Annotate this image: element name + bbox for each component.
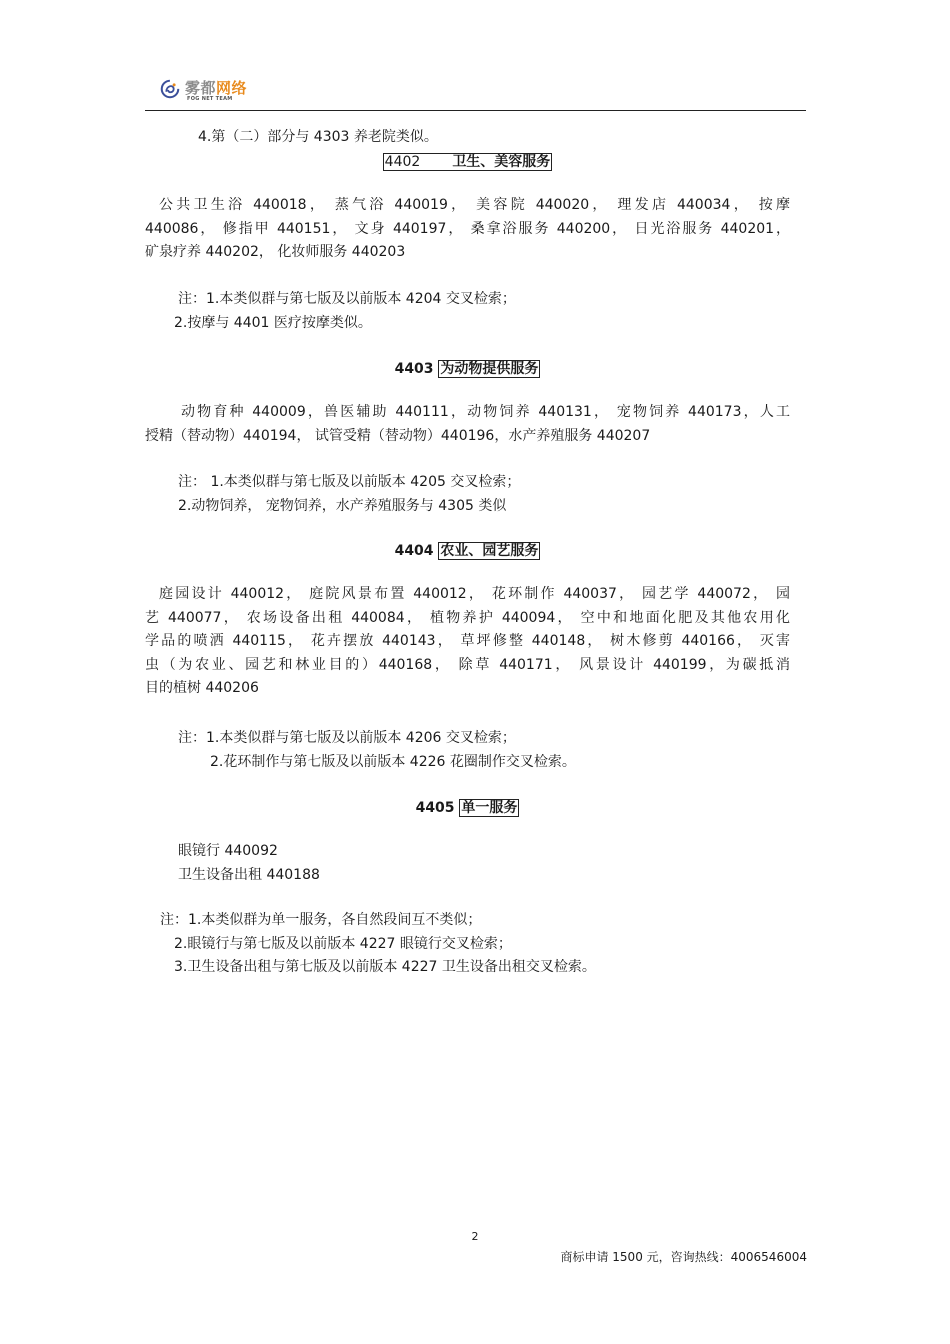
page-header — [145, 72, 806, 111]
page-number: 2 — [471, 1230, 479, 1243]
company-logo — [159, 76, 247, 102]
section-title-4402 — [145, 151, 790, 171]
section-items-4404: 庭园设计 440012， 庭院风景布置 440012， 花环制作 440037， 园艺学 440072， 园 艺 440077， 农场设备出租 440084， 植物养护 440094， 空中和地面化肥及其他农用化 学品的喷洒 440115， 花卉摆放 440143， 草坪修整 440148， 树木修剪 440166， 灭害 虫（为农业、园艺和林业目的）440168， 除草 440171， 风景设计 440199，为碳抵消 目的植树 440206 — [145, 586, 790, 696]
section-items-4402: 公共卫生浴 440018， 蒸气浴 440019， 美容院 440020， 理发店 440034， 按摩 440086， 修指甲 440151， 文身 440197， 桑拿浴服务 440200， 日光浴服务 440201， 矿泉疗养 440202， 化妆师服务 440203 — [145, 197, 790, 260]
logo-cn-text: 雾都网络 — [185, 78, 248, 97]
section-items-4405: 眼镜行 440092 卫生设备出租 440188 — [178, 843, 320, 883]
section-title-box: 单一服务 — [461, 800, 518, 816]
section-notes-4405: 注：1.本类似群为单一服务，各自然段间互不类似； 2.眼镜行与第七版及以前版本 4227 眼镜行交叉检索； 3.卫生设备出租与第七版及以前版本 4227 卫生设备出租交叉检索。 — [160, 912, 596, 975]
logo-wordmark — [185, 77, 248, 102]
section-title-box: 为动物提供服务 — [440, 361, 539, 377]
footer-contact: 商标申请 1500 元，咨询热线：4006546004 — [560, 1250, 807, 1264]
section-title-box: 农业、园艺服务 — [440, 543, 539, 559]
section-title-box: 4402 卫生、美容服务 — [384, 154, 551, 170]
section-title-4405: 4405 单一服务 — [415, 800, 518, 816]
section-notes-4403: 注： 1.本类似群与第七版及以前版本 4205 交叉检索； 2.动物饲养， 宠物饲养，水产养殖服务与 4305 类似 — [178, 474, 521, 514]
section-notes-4402: 注：1.本类似群与第七版及以前版本 4204 交叉检索； 2.按摩与 4401 医疗按摩类似。 — [174, 291, 516, 331]
section-items-4403: 动物育种 440009，兽医辅助 440111，动物饲养 440131， 宠物饲养 440173，人工 授精（替动物）440194， 试管受精（替动物）440196，水产养殖服务 440207 — [145, 404, 790, 444]
section-notes-4404: 注：1.本类似群与第七版及以前版本 4206 交叉检索； 2.花环制作与第七版及以前版本 4226 花圈制作交叉检索。 — [178, 730, 576, 770]
logo-swirl-icon — [159, 78, 181, 100]
section-title-4403: 4403 为动物提供服务 — [394, 361, 539, 377]
logo-en-text: FOG NET TEAM — [187, 95, 233, 102]
intro-note: 4.第（二）部分与 4303 养老院类似。 — [198, 129, 438, 145]
section-title-4404: 4404 农业、园艺服务 — [394, 543, 539, 559]
